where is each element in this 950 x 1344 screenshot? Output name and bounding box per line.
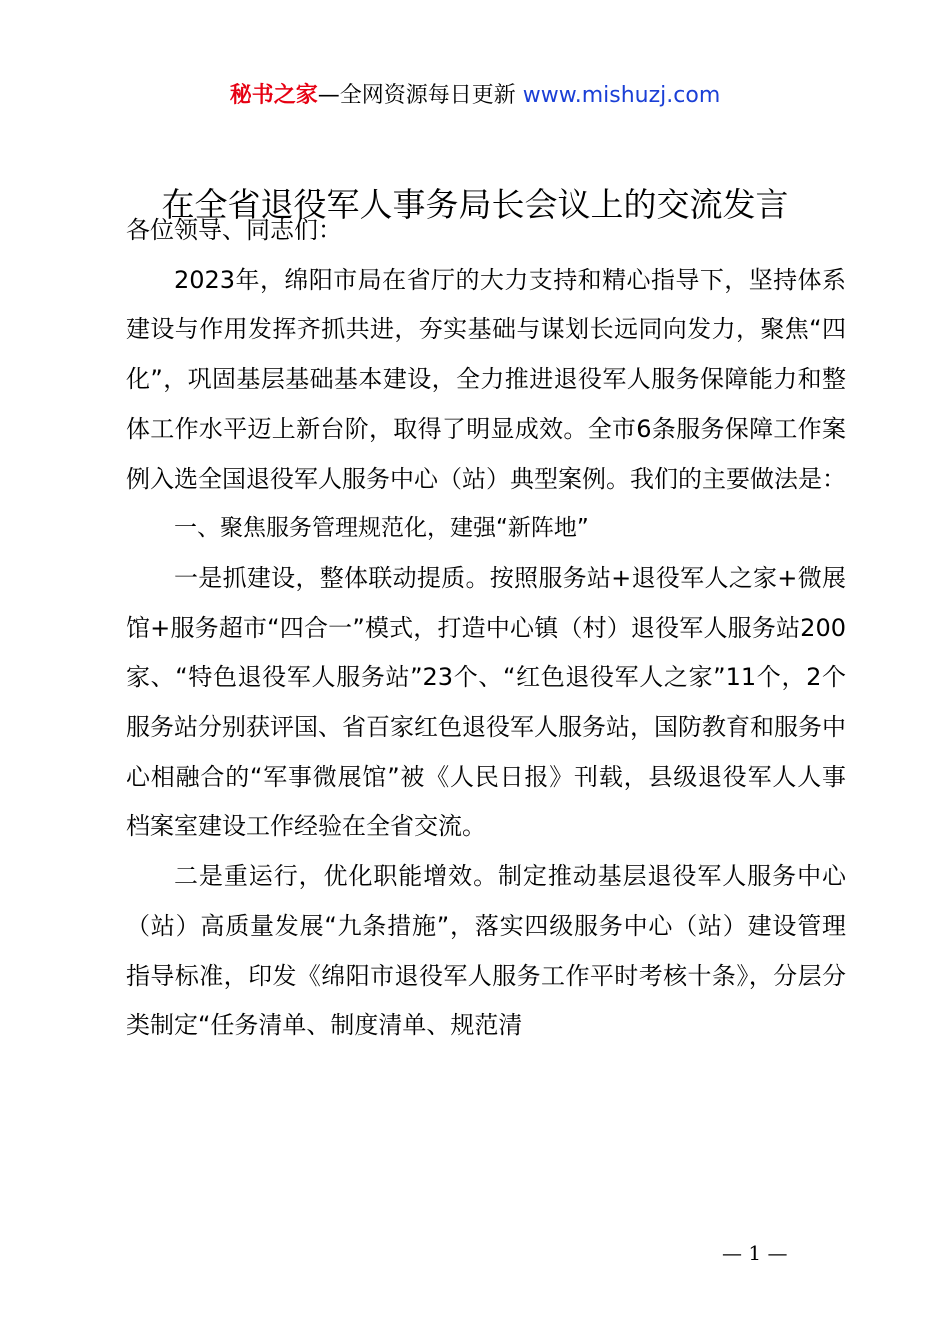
paragraph-construction: 一是抓建设，整体联动提质。按照服务站+退役军人之家+微展馆+服务超市“四合一”模式，打造中心镇（村）退役军人服务站200家、“特色退役军人服务站”23个、“红色退役军人之家”11个，2个服务站分别获评国、省百家红色退役军人服务站，国防教育和服务中心相融合的“军事微展馆”被《人民日报》刊载，县级退役军人人事档案室建设工作经验在全省交流。 xyxy=(126,563,846,841)
site-header xyxy=(0,80,950,112)
site-slogan: —全网资源每日更新 xyxy=(317,83,516,108)
site-brand: 秘书之家 xyxy=(229,83,318,108)
site-url-link[interactable]: www.mishuzj.com xyxy=(515,83,721,108)
paragraph-intro: 2023年，绵阳市局在省厅的大力支持和精心指导下，坚持体系建设与作用发挥齐抓共进，夯实基础与谋划长远同向发力，聚焦“四化”，巩固基层基础基本建设，全力推进退役军人服务保障能力和整体工作水平迈上新台阶，取得了明显成效。全市6条服务保障工作案例入选全国退役军人服务中心（站）典型案例。我们的主要做法是： xyxy=(126,265,846,493)
section-heading-1: 一、聚焦服务管理规范化，建强“新阵地” xyxy=(174,515,589,542)
document-body xyxy=(126,206,846,1051)
paragraph-operation: 二是重运行，优化职能增效。制定推动基层退役军人服务中心（站）高质量发展“九条措施”，落实四级服务中心（站）建设管理指导标准，印发《绵阳市退役军人服务工作平时考核十条》，分层分类制定“任务清单、制度清单、规范清 xyxy=(126,862,846,1040)
greeting: 各位领导、同志们： xyxy=(126,216,342,244)
document-title: 在全省退役军人事务局长会议上的交流发言 xyxy=(161,185,789,224)
page-number: — 1 — xyxy=(722,1241,788,1265)
